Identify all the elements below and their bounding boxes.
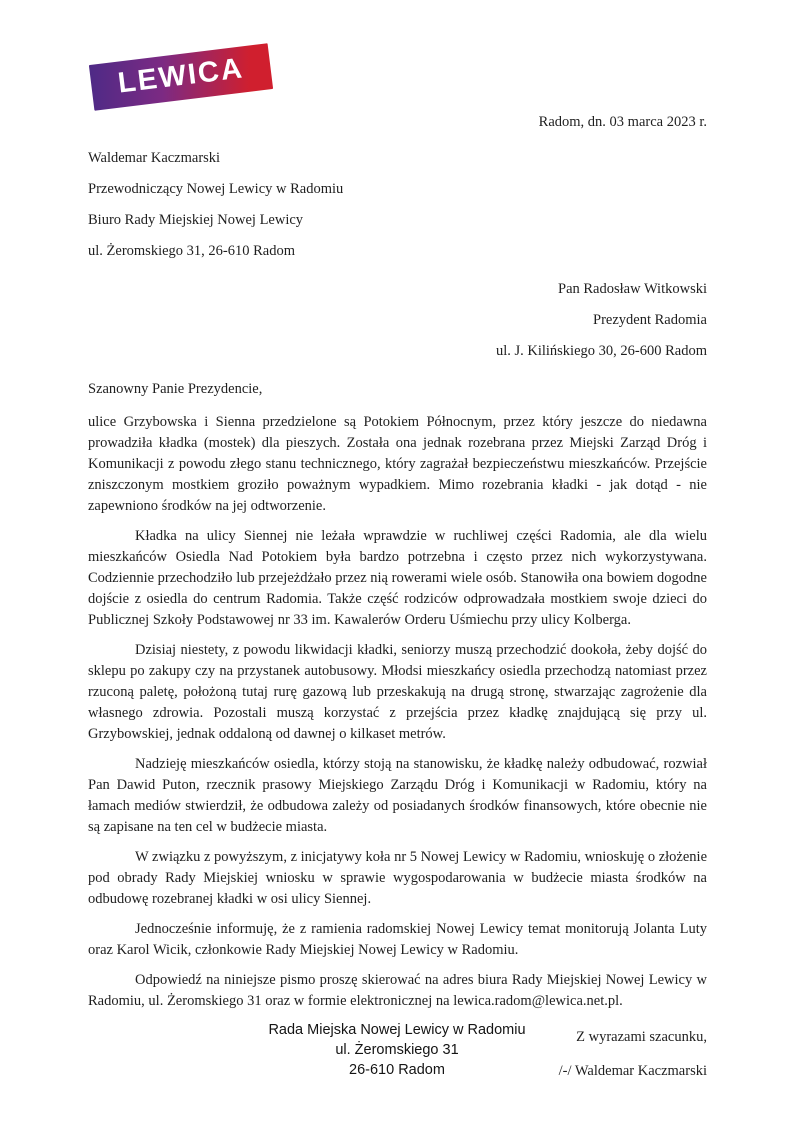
footer-block bbox=[0, 1020, 794, 1080]
body-paragraph: Jednocześnie informuję, że z ramienia radomskiej Nowej Lewicy temat monitorują Jolanta Luty oraz Karol Wicik, członkowie Rady Miejskiej Nowej Lewicy w Radomiu. bbox=[88, 920, 707, 958]
body-paragraph: W związku z powyższym, z inicjatywy koła nr 5 Nowej Lewicy w Radomiu, wnioskuję o złożenie pod obrady Rady Miejskiej wniosku w sprawie wygospodarowania w budżecie miasta środków na odbudowę rozebranej kładki w osi ulicy Siennej. bbox=[88, 848, 707, 907]
body-paragraph: Odpowiedź na niniejsze pismo proszę skierować na adres biura Rady Miejskiej Nowej Lewicy w Radomiu, ul. Żeromskiego 31 oraz w formie elektronicznej na lewica.radom@lewica.net.pl. bbox=[88, 971, 707, 1009]
sender-office: Biuro Rady Miejskiej Nowej Lewicy bbox=[88, 211, 304, 228]
recipient-title: Prezydent Radomia bbox=[593, 311, 707, 328]
letterhead bbox=[88, 0, 707, 112]
salutation: Szanowny Panie Prezydencie, bbox=[88, 380, 263, 397]
body-paragraph: ulice Grzybowska i Sienna przedzielone są Potokiem Północnym, przez który jeszcze do niedawna prowadziła kładka (mostek) dla pieszych. Została ona jednak rozebrana przez Miejski Zarząd Dróg i Komunikacji z powodu złego stanu technicznego, który zagrażał bezpieczeństwu mieszkańców. Przejście zniszczonym mostkiem groziło poważnym wypadkiem. Mimo rozebrania kładki - jak dotąd - nie zapewniono środków na jej odtworzenie. bbox=[88, 413, 707, 514]
recipient-address: ul. J. Kilińskiego 30, 26-600 Radom bbox=[495, 342, 707, 359]
lewica-logo bbox=[89, 43, 273, 111]
closing-phrase: Z wyrazami szacunku, bbox=[576, 1028, 707, 1045]
sender-name: Waldemar Kaczmarski bbox=[88, 149, 221, 166]
body-paragraph: Kładka na ulicy Siennej nie leżała wprawdzie w ruchliwej części Radomia, ale dla wielu mieszkańców Osiedla Nad Potokiem była bardzo potrzebna i często przez nich wykorzystywana. Codziennie przechodziło lub przejeżdżało przez nią rowerami wiele osób. Stanowiła ona bowiem dogodne dojście z osiedla do centrum Radomia. Także część rodziców odprowadzała mostkiem swoje dzieci do Publicznej Szkoły Podstawowej nr 33 im. Kawalerów Orderu Uśmiechu przy ulicy Kolberga. bbox=[88, 527, 707, 628]
sender-title: Przewodniczący Nowej Lewicy w Radomiu bbox=[88, 180, 344, 197]
footer-street: ul. Żeromskiego 31 bbox=[335, 1042, 459, 1058]
footer-city: 26-610 Radom bbox=[349, 1062, 445, 1078]
closing-signature: /-/ Waldemar Kaczmarski bbox=[558, 1062, 707, 1079]
footer-org: Rada Miejska Nowej Lewicy w Radomiu bbox=[268, 1022, 526, 1038]
recipient-name: Pan Radosław Witkowski bbox=[558, 280, 707, 297]
sender-address: ul. Żeromskiego 31, 26-610 Radom bbox=[88, 242, 296, 259]
letter-body bbox=[88, 412, 707, 1012]
letter-date: Radom, dn. 03 marca 2023 r. bbox=[538, 114, 707, 130]
sender-block bbox=[88, 148, 707, 262]
lewica-logo-text: LEWICA bbox=[116, 51, 246, 100]
body-paragraph: Dzisiaj niestety, z powodu likwidacji kładki, seniorzy muszą przechodzić dookoła, żeby dojść do sklepu po zakupy czy na przystanek autobusowy. Młodsi mieszkańcy osiedla przechodzą natomiast przez rzuconą paletę, położoną tutaj rurę gazową lub przeskakują na drugą stronę, stwarzając zagrożenie dla własnego zdrowia. Pozostali muszą korzystać z przejścia przez kładkę znajdującą się przy ul. Grzybowskiej, jednak oddaloną od dawnej o kilkaset metrów. bbox=[88, 641, 707, 742]
recipient-block bbox=[88, 279, 707, 362]
body-paragraph: Nadzieję mieszkańców osiedla, którzy stoją na stanowisku, że kładkę należy odbudować, rozwiał Pan Dawid Puton, rzecznik prasowy Miejskiego Zarządu Dróg i Komunikacji w Radomiu, który na łamach mediów stwierdził, że odbudowa zależy od posiadanych środków finansowych, które obecnie nie są zapisane na ten cel w budżecie miasta. bbox=[88, 755, 707, 835]
